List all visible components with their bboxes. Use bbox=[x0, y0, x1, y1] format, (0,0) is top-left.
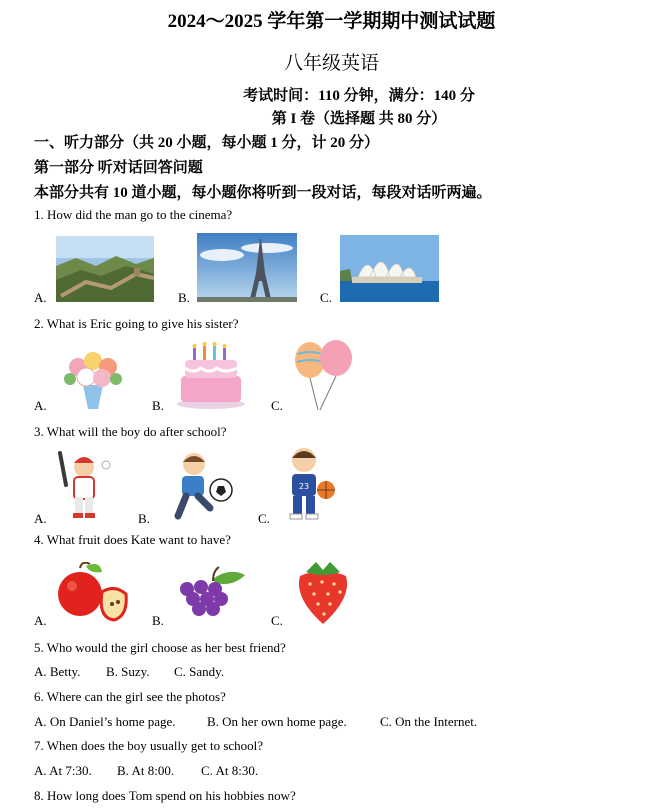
option-7b: B. At 8:00. bbox=[117, 763, 175, 778]
strawberry-icon bbox=[292, 558, 354, 626]
apple-icon bbox=[56, 562, 128, 622]
option-6c: C. On the Internet. bbox=[380, 714, 478, 729]
question-8: 8. How long does Tom spend on his hobbies now? bbox=[34, 788, 296, 803]
option-3c: C. bbox=[258, 511, 270, 526]
question-3: 3. What will the boy do after school? bbox=[34, 424, 227, 439]
option-2a: A. bbox=[34, 398, 47, 413]
option-6a: A. On Daniel’s home page. bbox=[34, 714, 176, 729]
option-1b: B. bbox=[178, 290, 190, 305]
option-6b: B. On her own home page. bbox=[207, 714, 347, 729]
option-1c: C. bbox=[320, 290, 332, 305]
flowers-icon bbox=[58, 345, 128, 411]
question-7: 7. When does the boy usually get to school? bbox=[34, 738, 264, 753]
option-3a: A. bbox=[34, 511, 47, 526]
option-2c: C. bbox=[271, 398, 283, 413]
eiffel-tower-photo bbox=[197, 233, 297, 302]
option-4a: A. bbox=[34, 613, 47, 628]
balloons-icon bbox=[292, 340, 356, 412]
question-6: 6. Where can the girl see the photos? bbox=[34, 689, 226, 704]
option-4b: B. bbox=[152, 613, 164, 628]
option-4c: C. bbox=[271, 613, 283, 628]
exam-info: 考试时间：110 分钟，满分：140 分 bbox=[243, 88, 475, 104]
option-5b: B. Suzy. bbox=[106, 664, 150, 679]
part-title: 第 I 卷（选择题 共 80 分） bbox=[271, 111, 447, 127]
sydney-opera-house-photo bbox=[340, 235, 439, 302]
option-3b: B. bbox=[138, 511, 150, 526]
section-instruction: 本部分共有 10 道小题，每小题你将听到一段对话，每段对话听两遍。 bbox=[34, 185, 492, 201]
grade-subject: 八年级英语 bbox=[283, 53, 379, 74]
option-5a: A. Betty. bbox=[34, 664, 81, 679]
option-5c: C. Sandy. bbox=[174, 664, 225, 679]
svg-text:23: 23 bbox=[298, 482, 310, 491]
option-7a: A. At 7:30. bbox=[34, 763, 92, 778]
baseball-player-icon bbox=[56, 447, 112, 521]
option-7c: C. At 8:30. bbox=[201, 763, 259, 778]
question-2: 2. What is Eric going to give his sister? bbox=[34, 316, 239, 331]
section-subheading: 第一部分 听对话回答问题 bbox=[34, 160, 203, 176]
question-4: 4. What fruit does Kate want to have? bbox=[34, 532, 231, 547]
basketball-player-icon bbox=[280, 444, 338, 522]
soccer-player-icon bbox=[160, 450, 236, 524]
birthday-cake-icon bbox=[175, 342, 247, 410]
grapes-icon bbox=[173, 565, 249, 623]
exam-title: 2024～2025 学年第一学期期中测试试题 bbox=[167, 11, 496, 32]
option-1a: A. bbox=[34, 290, 47, 305]
question-1: 1. How did the man go to the cinema? bbox=[34, 207, 233, 222]
great-wall-photo bbox=[56, 236, 154, 302]
question-5: 5. Who would the girl choose as her best friend? bbox=[34, 640, 286, 655]
section-heading: 一、听力部分（共 20 小题，每小题 1 分，计 20 分） bbox=[34, 135, 380, 151]
option-2b: B. bbox=[152, 398, 164, 413]
